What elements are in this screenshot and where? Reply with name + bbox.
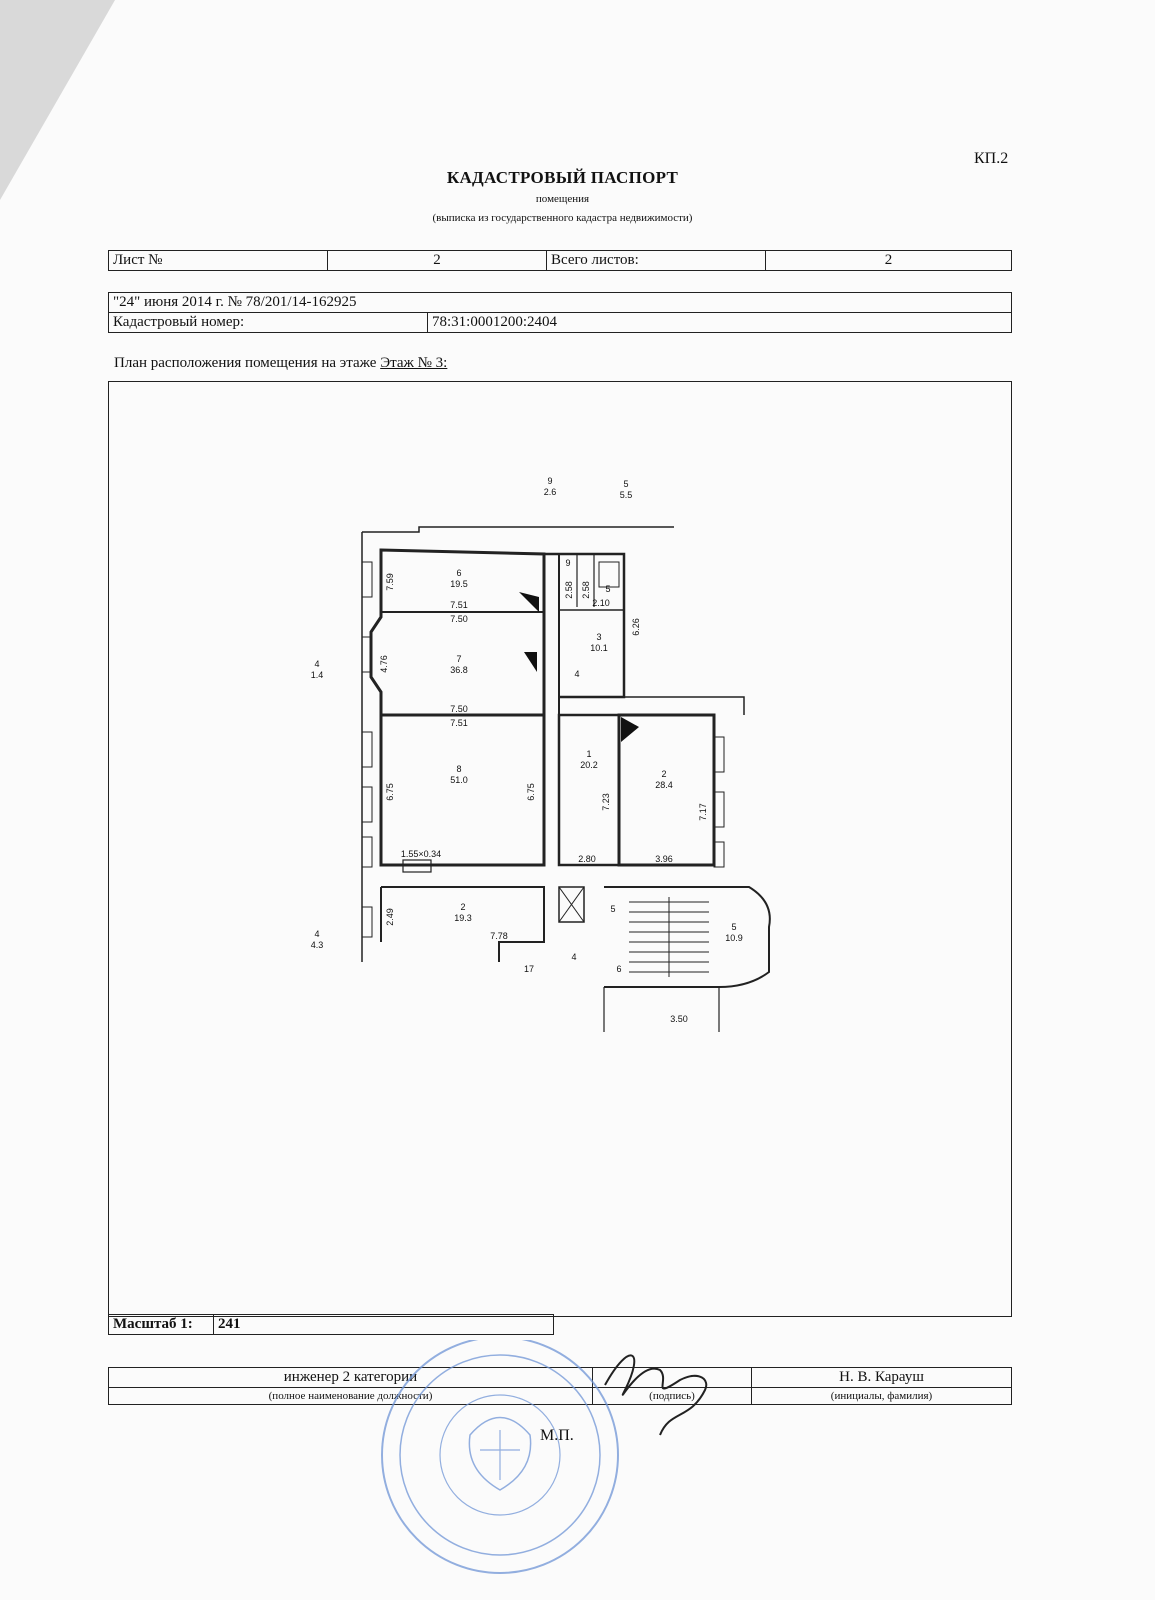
door-2	[621, 717, 639, 742]
outside-9-area: 2.6	[543, 487, 557, 497]
dim-750a: 7.50	[450, 614, 468, 624]
stamp-label: М.П.	[540, 1427, 574, 1444]
room-6-area: 19.5	[450, 579, 468, 589]
plan-caption	[114, 355, 447, 372]
room-5-area: 10.9	[725, 933, 743, 943]
wall-room-2-top	[619, 697, 744, 715]
dim-626: 6.26	[631, 618, 641, 636]
signature-icon	[605, 1355, 706, 1435]
cadastral-value: 78:31:0001200:2404	[428, 313, 1012, 333]
wall-corridor	[544, 554, 624, 697]
room-7-num: 7	[456, 654, 462, 664]
seal-and-signature	[370, 1340, 730, 1600]
room-1-num: 1	[586, 749, 592, 759]
label-17: 17	[523, 964, 535, 974]
document-subtitle: помещения	[535, 193, 590, 205]
signature-note: (подпись)	[593, 1388, 752, 1405]
form-code: КП.2	[974, 150, 1009, 167]
dim-476: 4.76	[379, 655, 389, 673]
room-2b-area: 19.3	[454, 913, 472, 923]
scale-value: 241	[214, 1315, 554, 1335]
dim-155: 1.55×0.34	[400, 849, 442, 859]
wall-room-8	[381, 715, 544, 865]
scale-label: Масштаб 1:	[109, 1315, 214, 1335]
sheet-label: Лист №	[109, 251, 328, 271]
document-title: КАДАСТРОВЫЙ ПАСПОРТ	[446, 168, 679, 187]
name-note: (инициалы, фамилия)	[752, 1388, 1012, 1405]
dim-675a: 6.75	[385, 783, 395, 801]
dim-751b: 7.51	[450, 718, 468, 728]
dim-258a: 2.58	[564, 581, 574, 599]
room-8-num: 8	[456, 764, 462, 774]
stair-steps	[629, 897, 709, 977]
record-info-table	[108, 292, 1012, 333]
dim-751a: 7.51	[450, 600, 468, 610]
outside-4-area: 1.4	[310, 670, 324, 680]
outline-top	[362, 527, 674, 532]
dim-249: 2.49	[385, 908, 395, 926]
label-5: 5	[605, 584, 611, 594]
dim-717: 7.17	[698, 803, 708, 821]
dim-759: 7.59	[385, 573, 395, 591]
room-1-area: 20.2	[580, 760, 598, 770]
dim-210: 2.10	[592, 598, 610, 608]
plan-caption-text: План расположения помещения на этаже	[114, 355, 377, 371]
dim-750b: 7.50	[450, 704, 468, 714]
wall-room-1	[559, 715, 619, 865]
total-sheets-value: 2	[766, 251, 1012, 271]
wall-room-2	[619, 715, 714, 865]
sheet-value: 2	[328, 251, 547, 271]
dim-675b: 6.75	[526, 783, 536, 801]
dim-258b: 2.58	[581, 581, 591, 599]
signer-name: Н. В. Карауш	[752, 1368, 1012, 1388]
floor-plan	[109, 382, 1011, 1316]
room-3-num: 3	[596, 632, 602, 642]
outside-4-num: 4	[314, 659, 320, 669]
room-8-area: 51.0	[450, 775, 468, 785]
dim-280: 2.80	[578, 854, 596, 864]
room-3-area: 10.1	[590, 643, 608, 653]
label-9: 9	[565, 558, 571, 568]
outside-4b-area: 4.3	[310, 940, 324, 950]
total-sheets-label: Всего листов:	[547, 251, 766, 271]
outside-5-area: 5.5	[619, 490, 633, 500]
outside-5-num: 5	[623, 479, 629, 489]
room-2-area: 28.4	[655, 780, 673, 790]
label-5b: 5	[610, 904, 616, 914]
date-number: "24" июня 2014 г. № 78/201/14-162925	[109, 293, 1012, 313]
door-6	[519, 592, 539, 612]
room-5-num: 5	[731, 922, 737, 932]
wall-room-2-lower	[381, 887, 544, 962]
room-2-num: 2	[661, 769, 667, 779]
dim-723: 7.23	[601, 793, 611, 811]
label-6: 6	[616, 964, 622, 974]
room-2b-num: 2	[460, 902, 466, 912]
label-4: 4	[574, 669, 580, 679]
dim-350: 3.50	[670, 1014, 688, 1024]
outside-4b-num: 4	[314, 929, 320, 939]
plan-floor: Этаж № 3:	[380, 355, 448, 371]
position-title: инженер 2 категории	[109, 1368, 593, 1388]
room-7-area: 36.8	[450, 665, 468, 675]
document-subtitle-note: (выписка из государственного кадастра недвижимости)	[432, 212, 693, 224]
scale-table	[108, 1314, 554, 1335]
dim-778: 7.78	[490, 931, 508, 941]
cadastral-label: Кадастровый номер:	[109, 313, 428, 333]
outside-9-num: 9	[547, 476, 553, 486]
door-7	[524, 652, 537, 672]
sheet-info-table	[108, 250, 1012, 271]
label-4b: 4	[571, 952, 577, 962]
official-seal-icon	[382, 1340, 618, 1573]
plan-frame	[108, 381, 1012, 1317]
room-6-num: 6	[456, 568, 462, 578]
dim-396: 3.96	[655, 854, 673, 864]
position-note: (полное наименование должности)	[109, 1388, 593, 1405]
